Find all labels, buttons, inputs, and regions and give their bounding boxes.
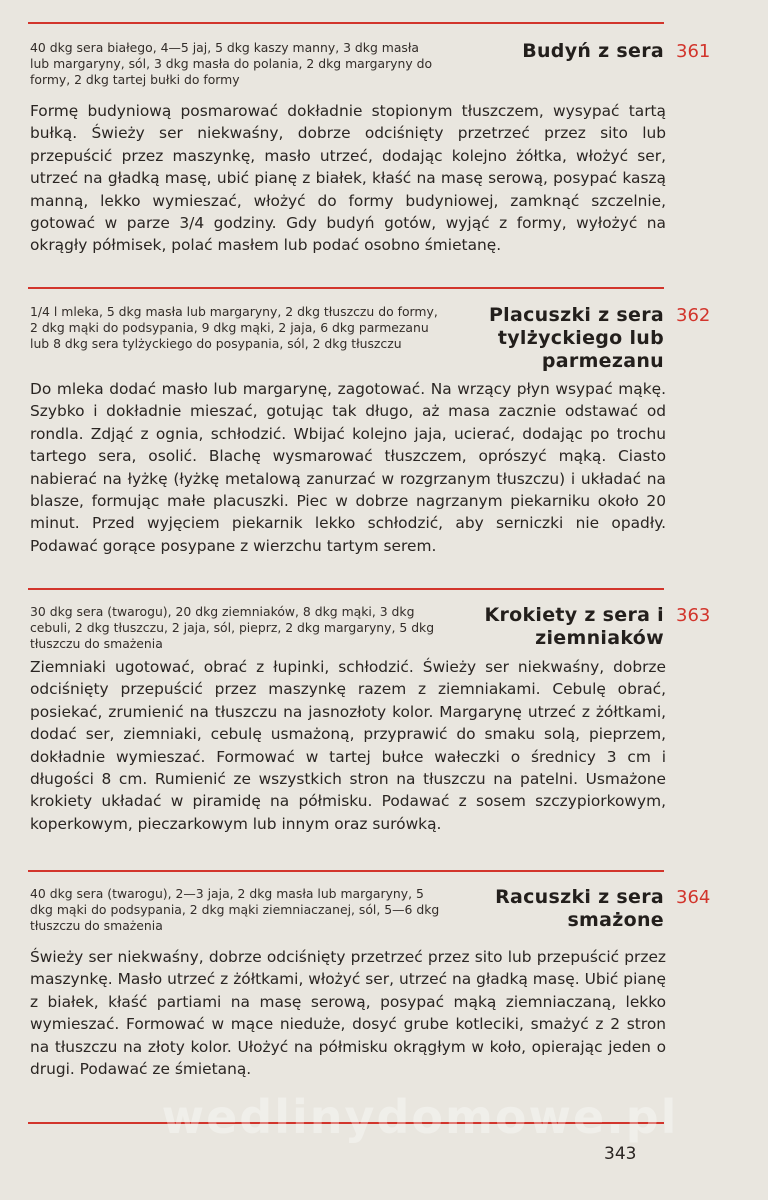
- ingredients-list: 30 dkg sera (twarogu), 20 dkg ziemniaków, 8 dkg mąki, 3 dkg cebuli, 2 dkg tłuszczu, 2 jaja, sól, pieprz, 2 dkg margaryny, 5 dkg tłuszczu do smażenia: [30, 604, 435, 651]
- recipe-362: [30, 304, 736, 580]
- page-number: 343: [604, 1144, 637, 1164]
- ingredients-list: 40 dkg sera (twarogu), 2—3 jaja, 2 dkg masła lub margaryny, 5 dkg mąki do podsypania, 2 dkg mąki ziemniaczanej, sól, 5—6 dkg tłuszczu do smażenia: [30, 886, 440, 933]
- recipe-instructions: Formę budyniową posmarować dokładnie stopionym tłuszczem, wysypać tartą bułką. Świeży ser niekwaśny, dobrze odciśnięty przetrzeć przez sito lub przepuścić przez maszynkę, masło utrzeć, dodając kolejno żółtka, włożyć ser, utrzeć na gładką masę, ubić pianę z białek, kłaść na masę serową, posypać kaszą manną, lekko wymieszać, włożyć do formy budyniowej, zamknąć szczelnie, gotować w parze 3/4 godziny. Gdy budyń gotów, wyjąć z formy, wyłożyć na okrągły półmisek, polać masłem lub podać osobno śmietanę.: [30, 102, 666, 255]
- divider-rule: [28, 870, 664, 872]
- recipe-364: [30, 886, 736, 1116]
- divider-rule: [28, 588, 664, 590]
- divider-rule: [28, 287, 664, 289]
- watermark: wedlinydomowe.pl: [161, 1090, 679, 1144]
- recipe-title: Racuszki z sera smażone: [495, 886, 664, 931]
- recipe-instructions: Ziemniaki ugotować, obrać z łupinki, schłodzić. Świeży ser niekwaśny, dobrze odciśnięty przepuścić przez maszynkę razem z ziemniakami. Cebulę obrać, posiekać, zrumienić na tłuszczu na jasnozłoty kolor. Margarynę utrzeć z żółtkami, dodać ser, ziemniaki, cebulę usmażoną, przyprawić do smaku solą, pieprzem, dokładnie wymieszać. Formować w tartej bułce wałeczki o średnicy 3 cm i długości 8 cm. Rumienić ze wszystkich stron na tłuszczu na patelni. Usmażone krokiety układać w piramidę na półmisku. Podawać z sosem szczypiorkowym, koperkowym, pieczarkowym lub innym oraz surówką.: [30, 658, 666, 833]
- recipe-number: 364: [676, 887, 711, 908]
- divider-rule: [28, 22, 664, 24]
- recipe-361: [30, 40, 736, 280]
- recipe-title: Krokiety z sera i ziemniaków: [484, 604, 664, 649]
- recipe-number: 363: [676, 605, 711, 626]
- ingredients-list: 40 dkg sera białego, 4—5 jaj, 5 dkg kaszy manny, 3 dkg masła lub margaryny, sól, 3 dkg masła do polania, 2 dkg margaryny do formy, 2 dkg tartej bułki do formy: [30, 40, 433, 87]
- recipe-instructions: Świeży ser niekwaśny, dobrze odciśnięty przetrzeć przez sito lub przepuścić przez maszynkę. Masło utrzeć z żółtkami, włożyć ser, utrzeć na gładką masę. Ubić pianę z białek, kłaść partiami na masę serową, posypać mąką ziemniaczaną, lekko wymieszać. Formować w mące nieduże, dosyć grube kotleciki, smażyć z 2 stron na tłuszczu na złoty kolor. Ułożyć na półmisku okrągłym w koło, opierając jeden o drugi. Podawać ze śmietaną.: [30, 948, 666, 1079]
- ingredients-list: 1/4 l mleka, 5 dkg masła lub margaryny, 2 dkg tłuszczu do formy, 2 dkg mąki do podsypania, 9 dkg mąki, 2 jaja, 6 dkg parmezanu lub 8 dkg sera tylżyckiego do posypania, sól, 2 dkg tłuszczu: [30, 304, 438, 351]
- recipe-title: Budyń z sera: [522, 40, 664, 62]
- recipe-number: 362: [676, 305, 711, 326]
- recipe-instructions: Do mleka dodać masło lub margarynę, zagotować. Na wrzący płyn wsypać mąkę. Szybko i dokładnie mieszać, gotując tak długo, aż masa zacznie odstawać od rondla. Zdjąć z ognia, schłodzić. Wbijać kolejno jaja, ucierać, dodając po trochu tartego sera, osolić. Blachę wysmarować tłuszczem, oprószyć mąką. Ciasto nabierać na łyżkę (łyżkę metalową zanurzać w rozgrzanym tłuszczu) i układać na blasze, formując małe placuszki. Piec w dobrze nagrzanym piekarniku około 20 minut. Przed wyjęciem piekarnik lekko schłodzić, aby serniczki nie opadły. Podawać gorące posypane z wierzchu tartym serem.: [30, 380, 666, 555]
- recipe-number: 361: [676, 41, 711, 62]
- recipe-title: Placuszki z sera tylżyckiego lub parmezanu: [488, 304, 664, 372]
- recipe-363: [30, 604, 736, 864]
